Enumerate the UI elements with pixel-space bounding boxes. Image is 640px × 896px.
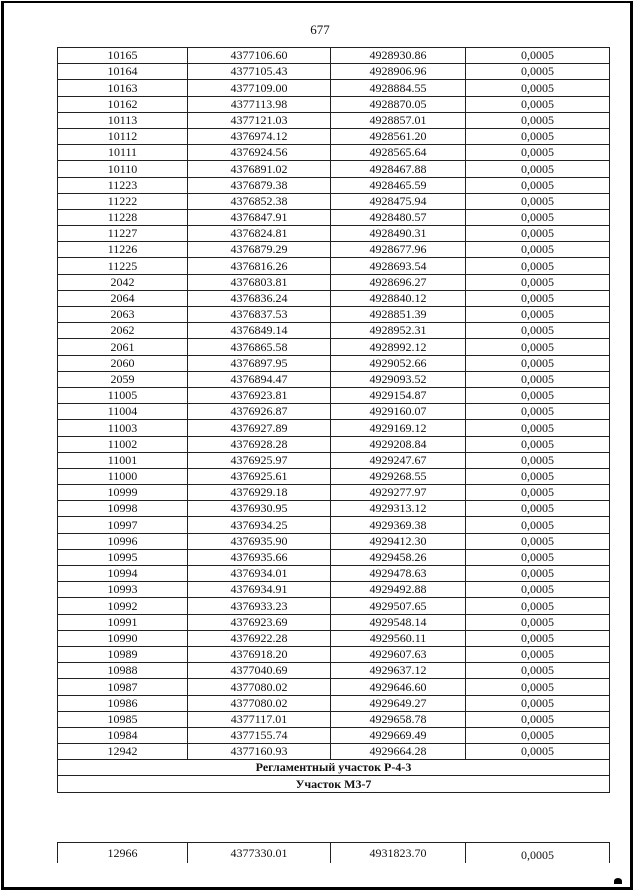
point-number-cell: 10996	[58, 533, 188, 549]
error-value-cell: 0,0005	[466, 307, 610, 323]
error-value-cell: 0,0005	[466, 226, 610, 242]
y-coordinate-cell: 4929478.63	[331, 566, 466, 582]
x-coordinate-cell: 4376837.53	[188, 307, 331, 323]
table-row	[58, 517, 610, 533]
x-coordinate-cell: 4376929.18	[188, 485, 331, 501]
point-number-cell: 11000	[58, 468, 188, 484]
table-row	[58, 485, 610, 501]
point-number-cell: 11222	[58, 193, 188, 209]
y-coordinate-cell: 4928467.88	[331, 161, 466, 177]
x-coordinate-cell: 4376923.81	[188, 387, 331, 403]
table-row	[58, 64, 610, 80]
point-number-cell: 10163	[58, 80, 188, 96]
error-value-cell: 0,0005	[466, 387, 610, 403]
section-row	[58, 776, 610, 792]
point-number-cell: 12942	[58, 744, 188, 760]
error-value-cell: 0,0005	[466, 630, 610, 646]
table-row	[58, 582, 610, 598]
x-coordinate-cell: 4377113.98	[188, 96, 331, 112]
error-value-cell: 0,0005	[466, 566, 610, 582]
y-coordinate-cell: 4929548.14	[331, 614, 466, 630]
point-number-cell: 11004	[58, 404, 188, 420]
point-number-cell: 10111	[58, 145, 188, 161]
error-value-cell: 0,0005	[466, 209, 610, 225]
error-value-cell: 0,0005	[466, 96, 610, 112]
y-coordinate-cell: 4929247.67	[331, 452, 466, 468]
table-row	[58, 48, 610, 64]
x-coordinate-cell: 4376928.28	[188, 436, 331, 452]
section-title-regulatory-area: Регламентный участок Р-4-3	[58, 760, 610, 776]
y-coordinate-cell: 4928561.20	[331, 128, 466, 144]
y-coordinate-cell: 4929208.84	[331, 436, 466, 452]
error-value-cell: 0,0005	[466, 64, 610, 80]
table-row	[58, 695, 610, 711]
table-row	[58, 387, 610, 403]
table-row	[58, 598, 610, 614]
table-row	[58, 549, 610, 565]
error-value-cell: 0,0005	[466, 145, 610, 161]
table-row	[58, 226, 610, 242]
error-value-cell: 0,0005	[466, 193, 610, 209]
point-number-cell: 11001	[58, 452, 188, 468]
point-number-cell: 2042	[58, 274, 188, 290]
y-coordinate-cell: 4929160.07	[331, 404, 466, 420]
x-coordinate-cell: 4377155.74	[188, 727, 331, 743]
y-coordinate-cell: 4928480.57	[331, 209, 466, 225]
y-coordinate-cell: 4929313.12	[331, 501, 466, 517]
point-number-cell: 10989	[58, 646, 188, 662]
error-value-cell: 0,0005	[466, 274, 610, 290]
error-value-cell: 0,0005	[466, 582, 610, 598]
error-value-cell: 0,0005	[466, 744, 610, 760]
table-row	[58, 242, 610, 258]
y-coordinate-cell: 4929649.27	[331, 695, 466, 711]
x-coordinate-cell: 4376974.12	[188, 128, 331, 144]
x-coordinate-cell: 4377117.01	[188, 711, 331, 727]
point-number-cell: 10164	[58, 64, 188, 80]
y-coordinate-cell: 4929658.78	[331, 711, 466, 727]
error-value-cell: 0,0005	[466, 517, 610, 533]
table-row	[58, 339, 610, 355]
error-value-cell: 0,0005	[466, 485, 610, 501]
error-value-cell: 0,0005	[466, 533, 610, 549]
error-value-cell: 0,0005	[466, 258, 610, 274]
table-row	[58, 112, 610, 128]
point-number-cell: 12966	[58, 843, 188, 864]
table-row	[58, 614, 610, 630]
error-value-cell: 0,0005	[466, 843, 610, 864]
point-number-cell: 2059	[58, 371, 188, 387]
scan-artifact	[614, 878, 622, 884]
point-number-cell: 10162	[58, 96, 188, 112]
error-value-cell: 0,0005	[466, 404, 610, 420]
x-coordinate-cell: 4376922.28	[188, 630, 331, 646]
x-coordinate-cell: 4376816.26	[188, 258, 331, 274]
table-row	[58, 177, 610, 193]
point-number-cell: 11226	[58, 242, 188, 258]
table-row	[58, 355, 610, 371]
x-coordinate-cell: 4376935.66	[188, 549, 331, 565]
error-value-cell: 0,0005	[466, 646, 610, 662]
x-coordinate-cell: 4376852.38	[188, 193, 331, 209]
y-coordinate-cell: 4928696.27	[331, 274, 466, 290]
error-value-cell: 0,0005	[466, 355, 610, 371]
point-number-cell: 11005	[58, 387, 188, 403]
x-coordinate-cell: 4376879.38	[188, 177, 331, 193]
x-coordinate-cell: 4377106.60	[188, 48, 331, 64]
point-number-cell: 10999	[58, 485, 188, 501]
y-coordinate-cell: 4929169.12	[331, 420, 466, 436]
section-title-area: Участок М3-7	[58, 776, 610, 792]
error-value-cell: 0,0005	[466, 161, 610, 177]
x-coordinate-cell: 4376923.69	[188, 614, 331, 630]
y-coordinate-cell: 4929492.88	[331, 582, 466, 598]
point-number-cell: 10992	[58, 598, 188, 614]
y-coordinate-cell: 4928884.55	[331, 80, 466, 96]
point-number-cell: 10994	[58, 566, 188, 582]
point-number-cell: 2062	[58, 323, 188, 339]
y-coordinate-cell: 4928930.86	[331, 48, 466, 64]
table-row	[58, 566, 610, 582]
point-number-cell: 11223	[58, 177, 188, 193]
table-row	[58, 468, 610, 484]
point-number-cell: 10986	[58, 695, 188, 711]
point-number-cell: 11227	[58, 226, 188, 242]
y-coordinate-cell: 4929607.63	[331, 646, 466, 662]
x-coordinate-cell: 4376836.24	[188, 290, 331, 306]
y-coordinate-cell: 4929664.28	[331, 744, 466, 760]
point-number-cell: 10987	[58, 679, 188, 695]
x-coordinate-cell: 4376930.95	[188, 501, 331, 517]
table-row	[58, 128, 610, 144]
table-row	[58, 161, 610, 177]
coordinates-table	[57, 47, 610, 793]
x-coordinate-cell: 4376924.56	[188, 145, 331, 161]
table-row	[58, 501, 610, 517]
x-coordinate-cell: 4376865.58	[188, 339, 331, 355]
error-value-cell: 0,0005	[466, 339, 610, 355]
table-row	[58, 193, 610, 209]
point-number-cell: 10165	[58, 48, 188, 64]
table-row	[58, 452, 610, 468]
y-coordinate-cell: 4931823.70	[331, 843, 466, 864]
table-row	[58, 371, 610, 387]
point-number-cell: 10991	[58, 614, 188, 630]
y-coordinate-cell: 4928870.05	[331, 96, 466, 112]
error-value-cell: 0,0005	[466, 80, 610, 96]
table-row	[58, 404, 610, 420]
table-row	[58, 323, 610, 339]
y-coordinate-cell: 4928906.96	[331, 64, 466, 80]
y-coordinate-cell: 4928693.54	[331, 258, 466, 274]
y-coordinate-cell: 4928851.39	[331, 307, 466, 323]
error-value-cell: 0,0005	[466, 663, 610, 679]
table-row	[58, 80, 610, 96]
x-coordinate-cell: 4377160.93	[188, 744, 331, 760]
table-row	[58, 290, 610, 306]
point-number-cell: 2064	[58, 290, 188, 306]
point-number-cell: 2061	[58, 339, 188, 355]
table-row	[58, 663, 610, 679]
x-coordinate-cell: 4376897.95	[188, 355, 331, 371]
x-coordinate-cell: 4376934.91	[188, 582, 331, 598]
y-coordinate-cell: 4929646.60	[331, 679, 466, 695]
coordinates-table-continuation	[57, 842, 610, 863]
error-value-cell: 0,0005	[466, 727, 610, 743]
point-number-cell: 10993	[58, 582, 188, 598]
error-value-cell: 0,0005	[466, 549, 610, 565]
y-coordinate-cell: 4928677.96	[331, 242, 466, 258]
x-coordinate-cell: 4377080.02	[188, 679, 331, 695]
table-row	[58, 630, 610, 646]
table-row	[58, 727, 610, 743]
error-value-cell: 0,0005	[466, 711, 610, 727]
y-coordinate-cell: 4928952.31	[331, 323, 466, 339]
table-row	[58, 258, 610, 274]
point-number-cell: 11228	[58, 209, 188, 225]
table-row	[58, 420, 610, 436]
y-coordinate-cell: 4929093.52	[331, 371, 466, 387]
x-coordinate-cell: 4376934.25	[188, 517, 331, 533]
y-coordinate-cell: 4928475.94	[331, 193, 466, 209]
error-value-cell: 0,0005	[466, 436, 610, 452]
y-coordinate-cell: 4929052.66	[331, 355, 466, 371]
error-value-cell: 0,0005	[466, 323, 610, 339]
y-coordinate-cell: 4928857.01	[331, 112, 466, 128]
section-row	[58, 760, 610, 776]
point-number-cell: 2063	[58, 307, 188, 323]
point-number-cell: 10995	[58, 549, 188, 565]
point-number-cell: 10998	[58, 501, 188, 517]
y-coordinate-cell: 4928992.12	[331, 339, 466, 355]
error-value-cell: 0,0005	[466, 242, 610, 258]
point-number-cell: 10997	[58, 517, 188, 533]
y-coordinate-cell: 4929277.97	[331, 485, 466, 501]
x-coordinate-cell: 4376891.02	[188, 161, 331, 177]
table-row	[58, 145, 610, 161]
table-row	[58, 436, 610, 452]
y-coordinate-cell: 4929369.38	[331, 517, 466, 533]
point-number-cell: 10113	[58, 112, 188, 128]
error-value-cell: 0,0005	[466, 679, 610, 695]
x-coordinate-cell: 4376803.81	[188, 274, 331, 290]
x-coordinate-cell: 4377105.43	[188, 64, 331, 80]
y-coordinate-cell: 4929669.49	[331, 727, 466, 743]
point-number-cell: 10112	[58, 128, 188, 144]
error-value-cell: 0,0005	[466, 695, 610, 711]
error-value-cell: 0,0005	[466, 371, 610, 387]
table-row	[58, 274, 610, 290]
x-coordinate-cell: 4376847.91	[188, 209, 331, 225]
error-value-cell: 0,0005	[466, 177, 610, 193]
error-value-cell: 0,0005	[466, 112, 610, 128]
error-value-cell: 0,0005	[466, 290, 610, 306]
x-coordinate-cell: 4377080.02	[188, 695, 331, 711]
table-row	[58, 209, 610, 225]
y-coordinate-cell: 4928465.59	[331, 177, 466, 193]
x-coordinate-cell: 4376927.89	[188, 420, 331, 436]
x-coordinate-cell: 4376925.61	[188, 468, 331, 484]
y-coordinate-cell: 4929412.30	[331, 533, 466, 549]
table-row	[58, 646, 610, 662]
x-coordinate-cell: 4377040.69	[188, 663, 331, 679]
point-number-cell: 10990	[58, 630, 188, 646]
error-value-cell: 0,0005	[466, 468, 610, 484]
table-row	[58, 96, 610, 112]
y-coordinate-cell: 4929458.26	[331, 549, 466, 565]
y-coordinate-cell: 4929268.55	[331, 468, 466, 484]
x-coordinate-cell: 4376935.90	[188, 533, 331, 549]
point-number-cell: 11225	[58, 258, 188, 274]
table-row	[58, 711, 610, 727]
table-row	[58, 307, 610, 323]
point-number-cell: 10984	[58, 727, 188, 743]
point-number-cell: 10985	[58, 711, 188, 727]
error-value-cell: 0,0005	[466, 501, 610, 517]
page-number: 677	[310, 22, 330, 37]
point-number-cell: 10110	[58, 161, 188, 177]
point-number-cell: 11003	[58, 420, 188, 436]
coordinates-table-body	[58, 48, 610, 760]
x-coordinate-cell: 4376926.87	[188, 404, 331, 420]
y-coordinate-cell: 4929154.87	[331, 387, 466, 403]
table-row	[58, 843, 610, 864]
error-value-cell: 0,0005	[466, 420, 610, 436]
y-coordinate-cell: 4928840.12	[331, 290, 466, 306]
x-coordinate-cell: 4377109.00	[188, 80, 331, 96]
table-row	[58, 533, 610, 549]
point-number-cell: 2060	[58, 355, 188, 371]
error-value-cell: 0,0005	[466, 128, 610, 144]
x-coordinate-cell: 4376849.14	[188, 323, 331, 339]
y-coordinate-cell: 4928565.64	[331, 145, 466, 161]
error-value-cell: 0,0005	[466, 48, 610, 64]
x-coordinate-cell: 4376879.29	[188, 242, 331, 258]
x-coordinate-cell: 4376934.01	[188, 566, 331, 582]
x-coordinate-cell: 4376918.20	[188, 646, 331, 662]
y-coordinate-cell: 4929560.11	[331, 630, 466, 646]
error-value-cell: 0,0005	[466, 614, 610, 630]
x-coordinate-cell: 4376933.23	[188, 598, 331, 614]
table-row	[58, 679, 610, 695]
error-value-cell: 0,0005	[466, 452, 610, 468]
x-coordinate-cell: 4376925.97	[188, 452, 331, 468]
y-coordinate-cell: 4928490.31	[331, 226, 466, 242]
x-coordinate-cell: 4377330.01	[188, 843, 331, 864]
x-coordinate-cell: 4377121.03	[188, 112, 331, 128]
error-value-cell: 0,0005	[466, 598, 610, 614]
y-coordinate-cell: 4929637.12	[331, 663, 466, 679]
table-row	[58, 744, 610, 760]
y-coordinate-cell: 4929507.65	[331, 598, 466, 614]
x-coordinate-cell: 4376824.81	[188, 226, 331, 242]
point-number-cell: 10988	[58, 663, 188, 679]
point-number-cell: 11002	[58, 436, 188, 452]
x-coordinate-cell: 4376894.47	[188, 371, 331, 387]
